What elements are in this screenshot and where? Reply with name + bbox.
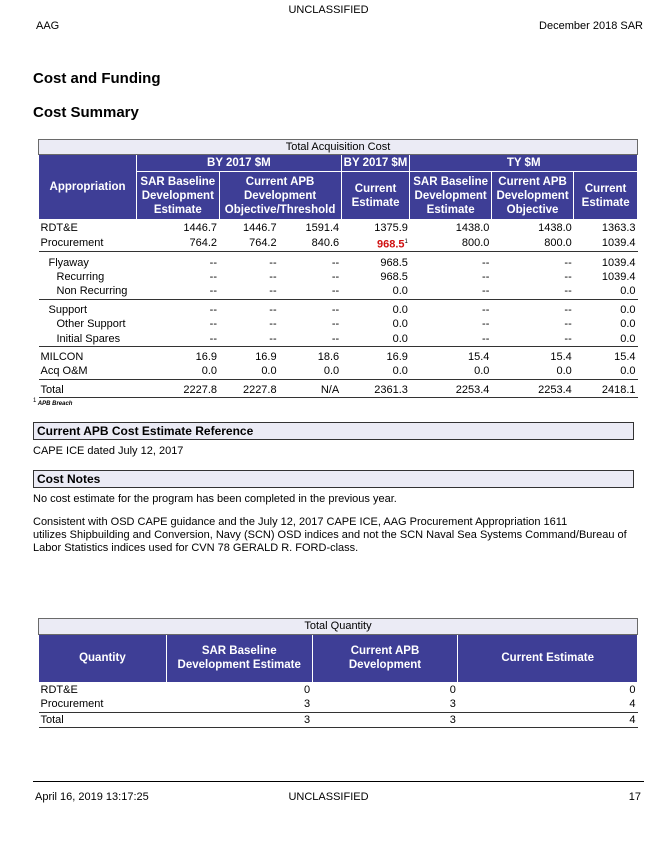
table-caption: Total Acquisition Cost	[39, 140, 638, 155]
table-row	[39, 303, 638, 317]
subsection-title: Cost Summary	[33, 104, 139, 121]
cell: 1039.4	[574, 235, 638, 252]
cell: 3	[312, 697, 458, 712]
cell: --	[564, 271, 572, 284]
row-label: Recurring	[56, 271, 105, 284]
table-row	[39, 682, 638, 697]
breach-value: 968.5	[377, 238, 405, 251]
table-row	[39, 220, 638, 235]
cell: 0.0	[392, 303, 408, 316]
row-label: RDT&E	[40, 221, 78, 234]
cell: 18.6	[317, 350, 340, 363]
apb-reference-heading: Current APB Cost Estimate Reference	[33, 422, 634, 440]
cell: --	[209, 303, 217, 316]
cost-notes-heading: Cost Notes	[33, 470, 634, 488]
col-header-current-ty: Current Estimate	[574, 172, 638, 220]
row-label: Non Recurring	[39, 284, 137, 299]
table-row	[39, 235, 638, 252]
footer-divider	[33, 781, 644, 782]
cell: 16.9	[195, 350, 217, 363]
cell: 0.0	[392, 318, 408, 331]
col-header-current: Current Estimate	[341, 172, 410, 220]
row-label: Flyaway	[48, 256, 89, 269]
table-row-total	[39, 712, 638, 728]
cost-summary-table	[38, 139, 638, 398]
breach-cell	[341, 235, 410, 252]
cell: 1591.4	[305, 221, 340, 234]
footer-timestamp: April 16, 2019 13:17:25	[35, 791, 149, 803]
col-group-by2017-current: BY 2017 $M	[341, 155, 410, 172]
cell: --	[564, 256, 572, 269]
cell: 1375.9	[374, 221, 408, 234]
cost-notes-line: Consistent with OSD CAPE guidance and the July 12, 2017 CAPE ICE, AAG Procurement Appropriation 1611	[33, 516, 568, 528]
cell: 0	[303, 683, 311, 696]
section-title: Cost and Funding	[33, 70, 161, 87]
cell: 764.2	[137, 235, 219, 252]
cell: 1446.7	[183, 221, 217, 234]
cell: --	[564, 303, 572, 316]
cell: 1438.0	[538, 221, 572, 234]
cell: 0.0	[620, 318, 636, 331]
cell: 16.9	[386, 350, 408, 363]
cell: 0.0	[574, 331, 638, 346]
cell: 968.5	[380, 256, 408, 269]
table-row-total	[39, 383, 638, 398]
cell: --	[209, 318, 217, 331]
cell: 1446.7	[242, 221, 277, 234]
cell: 0.0	[341, 331, 410, 346]
cell: --	[491, 284, 573, 299]
table-row	[39, 317, 638, 331]
cell: --	[279, 284, 342, 299]
cell: --	[482, 271, 490, 284]
cell: --	[279, 331, 342, 346]
cell: 2227.8	[137, 383, 219, 398]
classification-header: UNCLASSIFIED	[288, 4, 369, 16]
cost-notes-line: Labor Statistics indices used for CVN 78 GERALD R. FORD-class.	[33, 542, 359, 554]
col-header-sar-baseline: SAR Baseline Development Estimate	[137, 172, 219, 220]
col-header-apb: Current APB Development Objective/Threshold	[219, 172, 341, 220]
row-label: Initial Spares	[39, 331, 137, 346]
cell: --	[564, 318, 572, 331]
footnote	[33, 398, 72, 407]
table-row	[39, 350, 638, 364]
cell: 800.0	[410, 235, 491, 252]
row-label: Total	[39, 712, 167, 728]
cell: 1039.4	[601, 256, 636, 269]
cell: --	[491, 331, 573, 346]
row-label: Acq O&M	[39, 364, 137, 379]
row-label: Support	[48, 303, 88, 316]
cell: 3	[312, 712, 458, 728]
row-label: Total	[39, 383, 137, 398]
cell: 0	[449, 683, 456, 696]
cell: 968.5	[380, 271, 408, 284]
col-header-apb-ty: Current APB Development Objective	[491, 172, 573, 220]
cell: --	[410, 331, 491, 346]
cell: 15.4	[550, 350, 572, 363]
cell: --	[269, 256, 277, 269]
cell: --	[137, 284, 219, 299]
cell: --	[410, 284, 491, 299]
row-label: RDT&E	[40, 683, 78, 696]
cell: --	[219, 331, 279, 346]
cost-notes-paragraph-1: No cost estimate for the program has been completed in the previous year.	[33, 493, 397, 505]
cell: --	[209, 271, 217, 284]
cell: --	[482, 318, 490, 331]
cell: 2361.3	[341, 383, 410, 398]
col-header-quantity: Quantity	[39, 634, 167, 682]
cell: 2418.1	[574, 383, 638, 398]
cell: 0.0	[574, 364, 638, 379]
cell: --	[269, 318, 277, 331]
cell: 16.9	[255, 350, 277, 363]
footer-classification: UNCLASSIFIED	[288, 791, 369, 803]
page-number: 17	[628, 791, 641, 803]
cell: --	[137, 331, 219, 346]
footnote-mark: 1	[33, 398, 37, 404]
cell: 2253.4	[491, 383, 573, 398]
cell: --	[482, 256, 490, 269]
cell: 0.0	[279, 364, 342, 379]
table-row	[39, 697, 638, 712]
cost-notes-paragraph-2	[33, 516, 627, 555]
cell: 0.0	[219, 364, 279, 379]
col-header-apb: Current APB Development	[312, 634, 458, 682]
program-name: AAG	[36, 20, 60, 32]
cell: 840.6	[279, 235, 342, 252]
cell: 0.0	[341, 364, 410, 379]
quantity-table	[38, 618, 638, 728]
col-header-sar-baseline: SAR Baseline Development Estimate	[166, 634, 312, 682]
cell: --	[331, 318, 340, 331]
col-header-appropriation: Appropriation	[39, 155, 137, 220]
cell: 764.2	[219, 235, 279, 252]
cell: 2227.8	[219, 383, 279, 398]
cell: N/A	[279, 383, 342, 398]
cell: 2253.4	[410, 383, 491, 398]
col-group-by2017: BY 2017 $M	[137, 155, 342, 172]
cell: --	[269, 303, 277, 316]
apb-reference-text: CAPE ICE dated July 12, 2017	[33, 445, 184, 457]
col-group-ty: TY $M	[410, 155, 638, 172]
report-title: December 2018 SAR	[539, 20, 643, 32]
cell: --	[331, 271, 340, 284]
cell: 4	[458, 712, 638, 728]
row-label: Procurement	[39, 235, 137, 252]
cell: 0.0	[341, 284, 410, 299]
cell: --	[482, 303, 490, 316]
cell: --	[209, 256, 217, 269]
cell: 0.0	[137, 364, 219, 379]
cell: 1438.0	[455, 221, 490, 234]
cell: 1363.3	[601, 221, 636, 234]
table-row	[39, 364, 638, 379]
cost-notes-line: utilizes Shipbuilding and Conversion, Navy (SCN) OSD indices and not the SCN Naval Sea Systems Command/Bureau of	[33, 529, 627, 541]
col-header-current: Current Estimate	[458, 634, 638, 682]
table-row	[39, 284, 638, 299]
cell: 15.4	[467, 350, 490, 363]
cell: 15.4	[614, 350, 636, 363]
table-row	[39, 270, 638, 284]
cell: --	[331, 303, 340, 316]
cell: 3	[166, 697, 312, 712]
cell: --	[219, 284, 279, 299]
row-label: Procurement	[39, 697, 167, 712]
cell: 0.0	[491, 364, 573, 379]
table-caption: Total Quantity	[39, 619, 638, 635]
cell: --	[331, 256, 340, 269]
cell: 4	[458, 697, 638, 712]
cell: 0.0	[410, 364, 491, 379]
footnote-text: APB Breach	[37, 401, 73, 407]
cell: 0	[629, 683, 636, 696]
cell: --	[269, 271, 277, 284]
table-row	[39, 255, 638, 269]
cell: 800.0	[491, 235, 573, 252]
cell: 0.0	[574, 284, 638, 299]
breach-mark: 1	[404, 238, 408, 245]
cell: 3	[166, 712, 312, 728]
row-label: Other Support	[56, 318, 126, 331]
table-row	[39, 331, 638, 346]
row-label: MILCON	[40, 350, 84, 363]
cell: 1039.4	[601, 271, 636, 284]
cell: 0.0	[620, 303, 636, 316]
col-header-sar-baseline-ty: SAR Baseline Development Estimate	[410, 172, 491, 220]
